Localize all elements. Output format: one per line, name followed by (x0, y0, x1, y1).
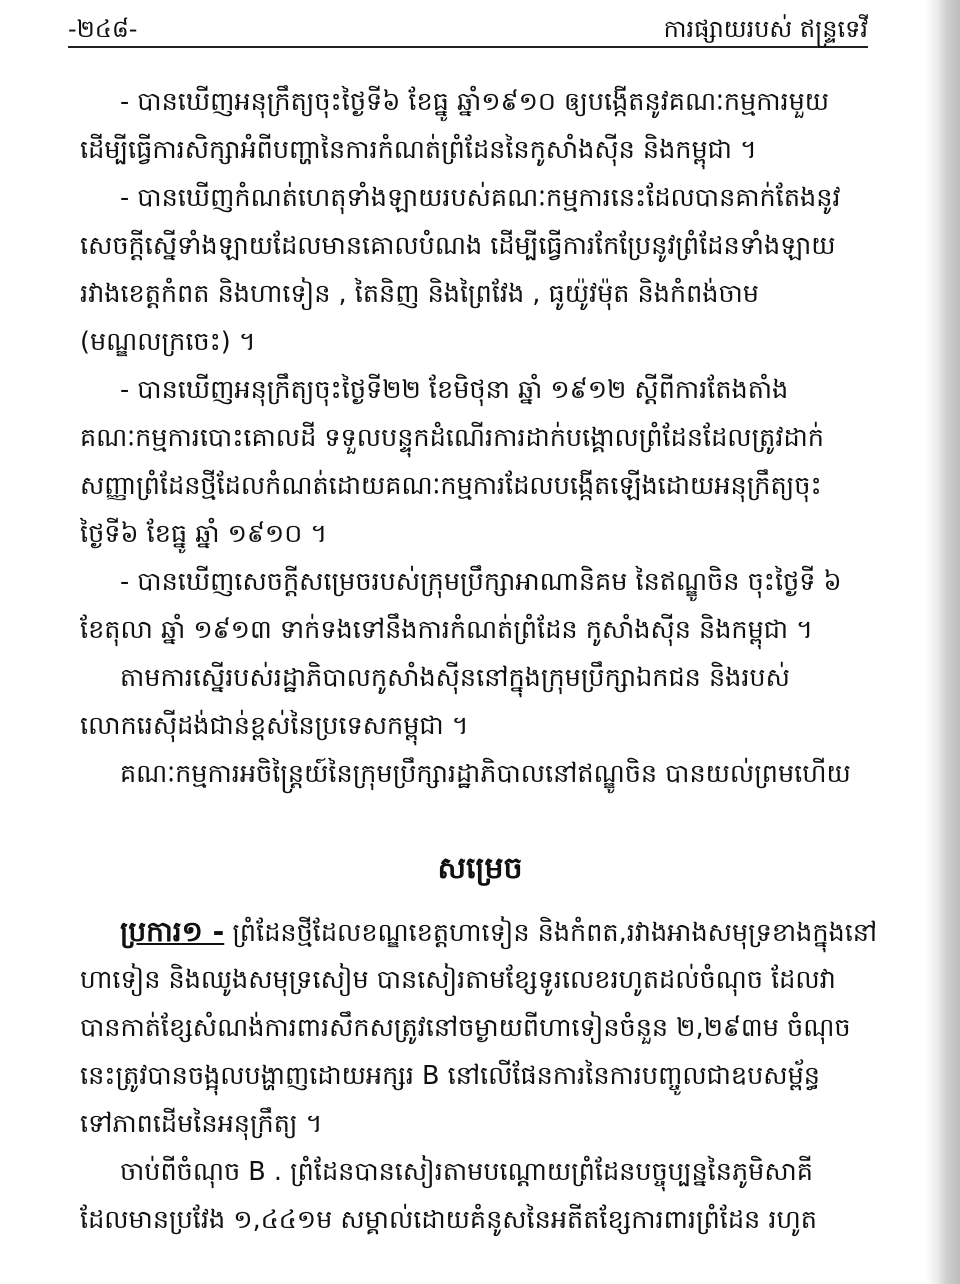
article-first-line (80, 908, 880, 956)
body-text (80, 78, 880, 1244)
text-line: ខែតុលា ឆ្នាំ ១៩១៣ ទាក់ទងទៅនឹងការកំណត់ព្រំដែន កូសាំងស៊ីន និងកម្ពុជា ។ (80, 615, 813, 645)
text-line: គណៈកម្មការបោះគោលដី ទទួលបន្ទុកដំណើរការដាក់បង្គោលព្រំដែនដែលត្រូវដាក់ (80, 423, 824, 453)
text-line: សញ្ញាព្រំដែនថ្មីដែលកំណត់ដោយគណៈកម្មការដែលបង្កើតឡើងដោយអនុក្រឹត្យចុះ (80, 471, 822, 501)
text-line: បានកាត់ខ្សែសំណង់ការពារសឹកសត្រូវនៅចម្ងាយពីហាទៀនចំនួន ២,២៩៣ម ចំណុច (80, 1013, 851, 1043)
text-line: (មណ្ឌលក្រចេះ) ។ (80, 327, 256, 357)
text-line: ថ្ងៃទី៦ ខែធ្នូ ឆ្នាំ ១៩១០ ។ (80, 519, 328, 549)
text-line: សេចក្តីស្នើទាំងឡាយដែលមានគោលបំណង ដើម្បីធ្វើការកែប្រែនូវព្រំដែនទាំងឡាយ (80, 231, 836, 261)
text-line: តាមការស្នើរបស់រដ្ឋាភិបាលកូសាំងស៊ីននៅក្នុងក្រុមប្រឹក្សាឯកជន និងរបស់ (120, 663, 790, 693)
text-line: - បានឃើញកំណត់ហេតុទាំងឡាយរបស់គណៈកម្មការនេះដែលបានគាក់តែងនូវ (120, 183, 841, 213)
decision-heading-block (80, 798, 880, 908)
text-line: រវាងខេត្តកំពត និងហាទៀន , តៃនិញ និងព្រៃវែង , ធូយ៉ូវម៉ុត និងកំពង់ចាម (80, 279, 759, 309)
text-line: - បានឃើញអនុក្រឹត្យចុះថ្ងៃទី២២ ខែមិថុនា ឆ្នាំ ១៩១២ ស្តីពីការតែងតាំង (120, 375, 789, 405)
text-line: ដែលមានប្រវែង ១,៤៤១ម សម្គាល់ដោយគំនូសនៃអតីតខ្សែការពារព្រំដែន រហូត (80, 1205, 817, 1235)
text-line: - បានឃើញសេចក្តីសម្រេចរបស់ក្រុមប្រឹក្សាអាណានិគម នៃឥណ្ឌូចិន ចុះថ្ងៃទី ៦ (120, 567, 842, 597)
page-edge-shadow (926, 0, 960, 1284)
text-line: គណៈកម្មការអចិន្ត្រៃយ៍នៃក្រុមប្រឹក្សារដ្ឋាភិបាលនៅឥណ្ឌូចិន បានយល់ព្រមហើយ (120, 759, 851, 789)
article-label: ប្រការ១ - (120, 915, 225, 948)
text-line: - បានឃើញអនុក្រឹត្យចុះថ្ងៃទី៦ ខែធ្នូ ឆ្នាំ១៩១០ ឲ្យបង្កើតនូវគណៈកម្មការមួយ (120, 87, 830, 117)
page-number: -២៤៨- (68, 15, 138, 43)
text-line: ចាប់ពីចំណុច B . ព្រំដែនបានសៀរតាមបណ្តោយព្រំដែនបច្ចុប្បន្ននៃភូមិសាគី (120, 1157, 813, 1187)
page-header (68, 10, 868, 48)
running-title: ការផ្សាយរបស់ ឥន្ទ្រទេវី (663, 15, 868, 43)
text-line: ហាទៀន និងឈូងសមុទ្រសៀម បានសៀរតាមខ្សែទូរលេខរហូតដល់ចំណុច ដែលវា (80, 965, 836, 995)
article-text: ព្រំដែនថ្មីដែលខណ្ឌខេត្តហាទៀន និងកំពត,រវាងអាងសមុទ្រខាងក្នុងនៅ (224, 918, 878, 948)
text-line: លោករេស៊ីដង់ជាន់ខ្ពស់នៃប្រទេសកម្ពុជា ។ (80, 711, 469, 741)
text-line: នេះត្រូវបានចង្អុលបង្ហាញដោយអក្សរ B នៅលើផែនការនៃការបញ្ចូលជាឧបសម្ព័ន្ធ (80, 1061, 820, 1091)
text-line: ទៅភាពដើមនៃអនុក្រឹត្យ ។ (80, 1109, 323, 1139)
text-line: ដើម្បីធ្វើការសិក្សាអំពីបញ្ហានៃការកំណត់ព្រំដែននៃកូសាំងស៊ីន និងកម្ពុជា ។ (80, 135, 757, 165)
decision-heading: សម្រេច (437, 851, 523, 886)
